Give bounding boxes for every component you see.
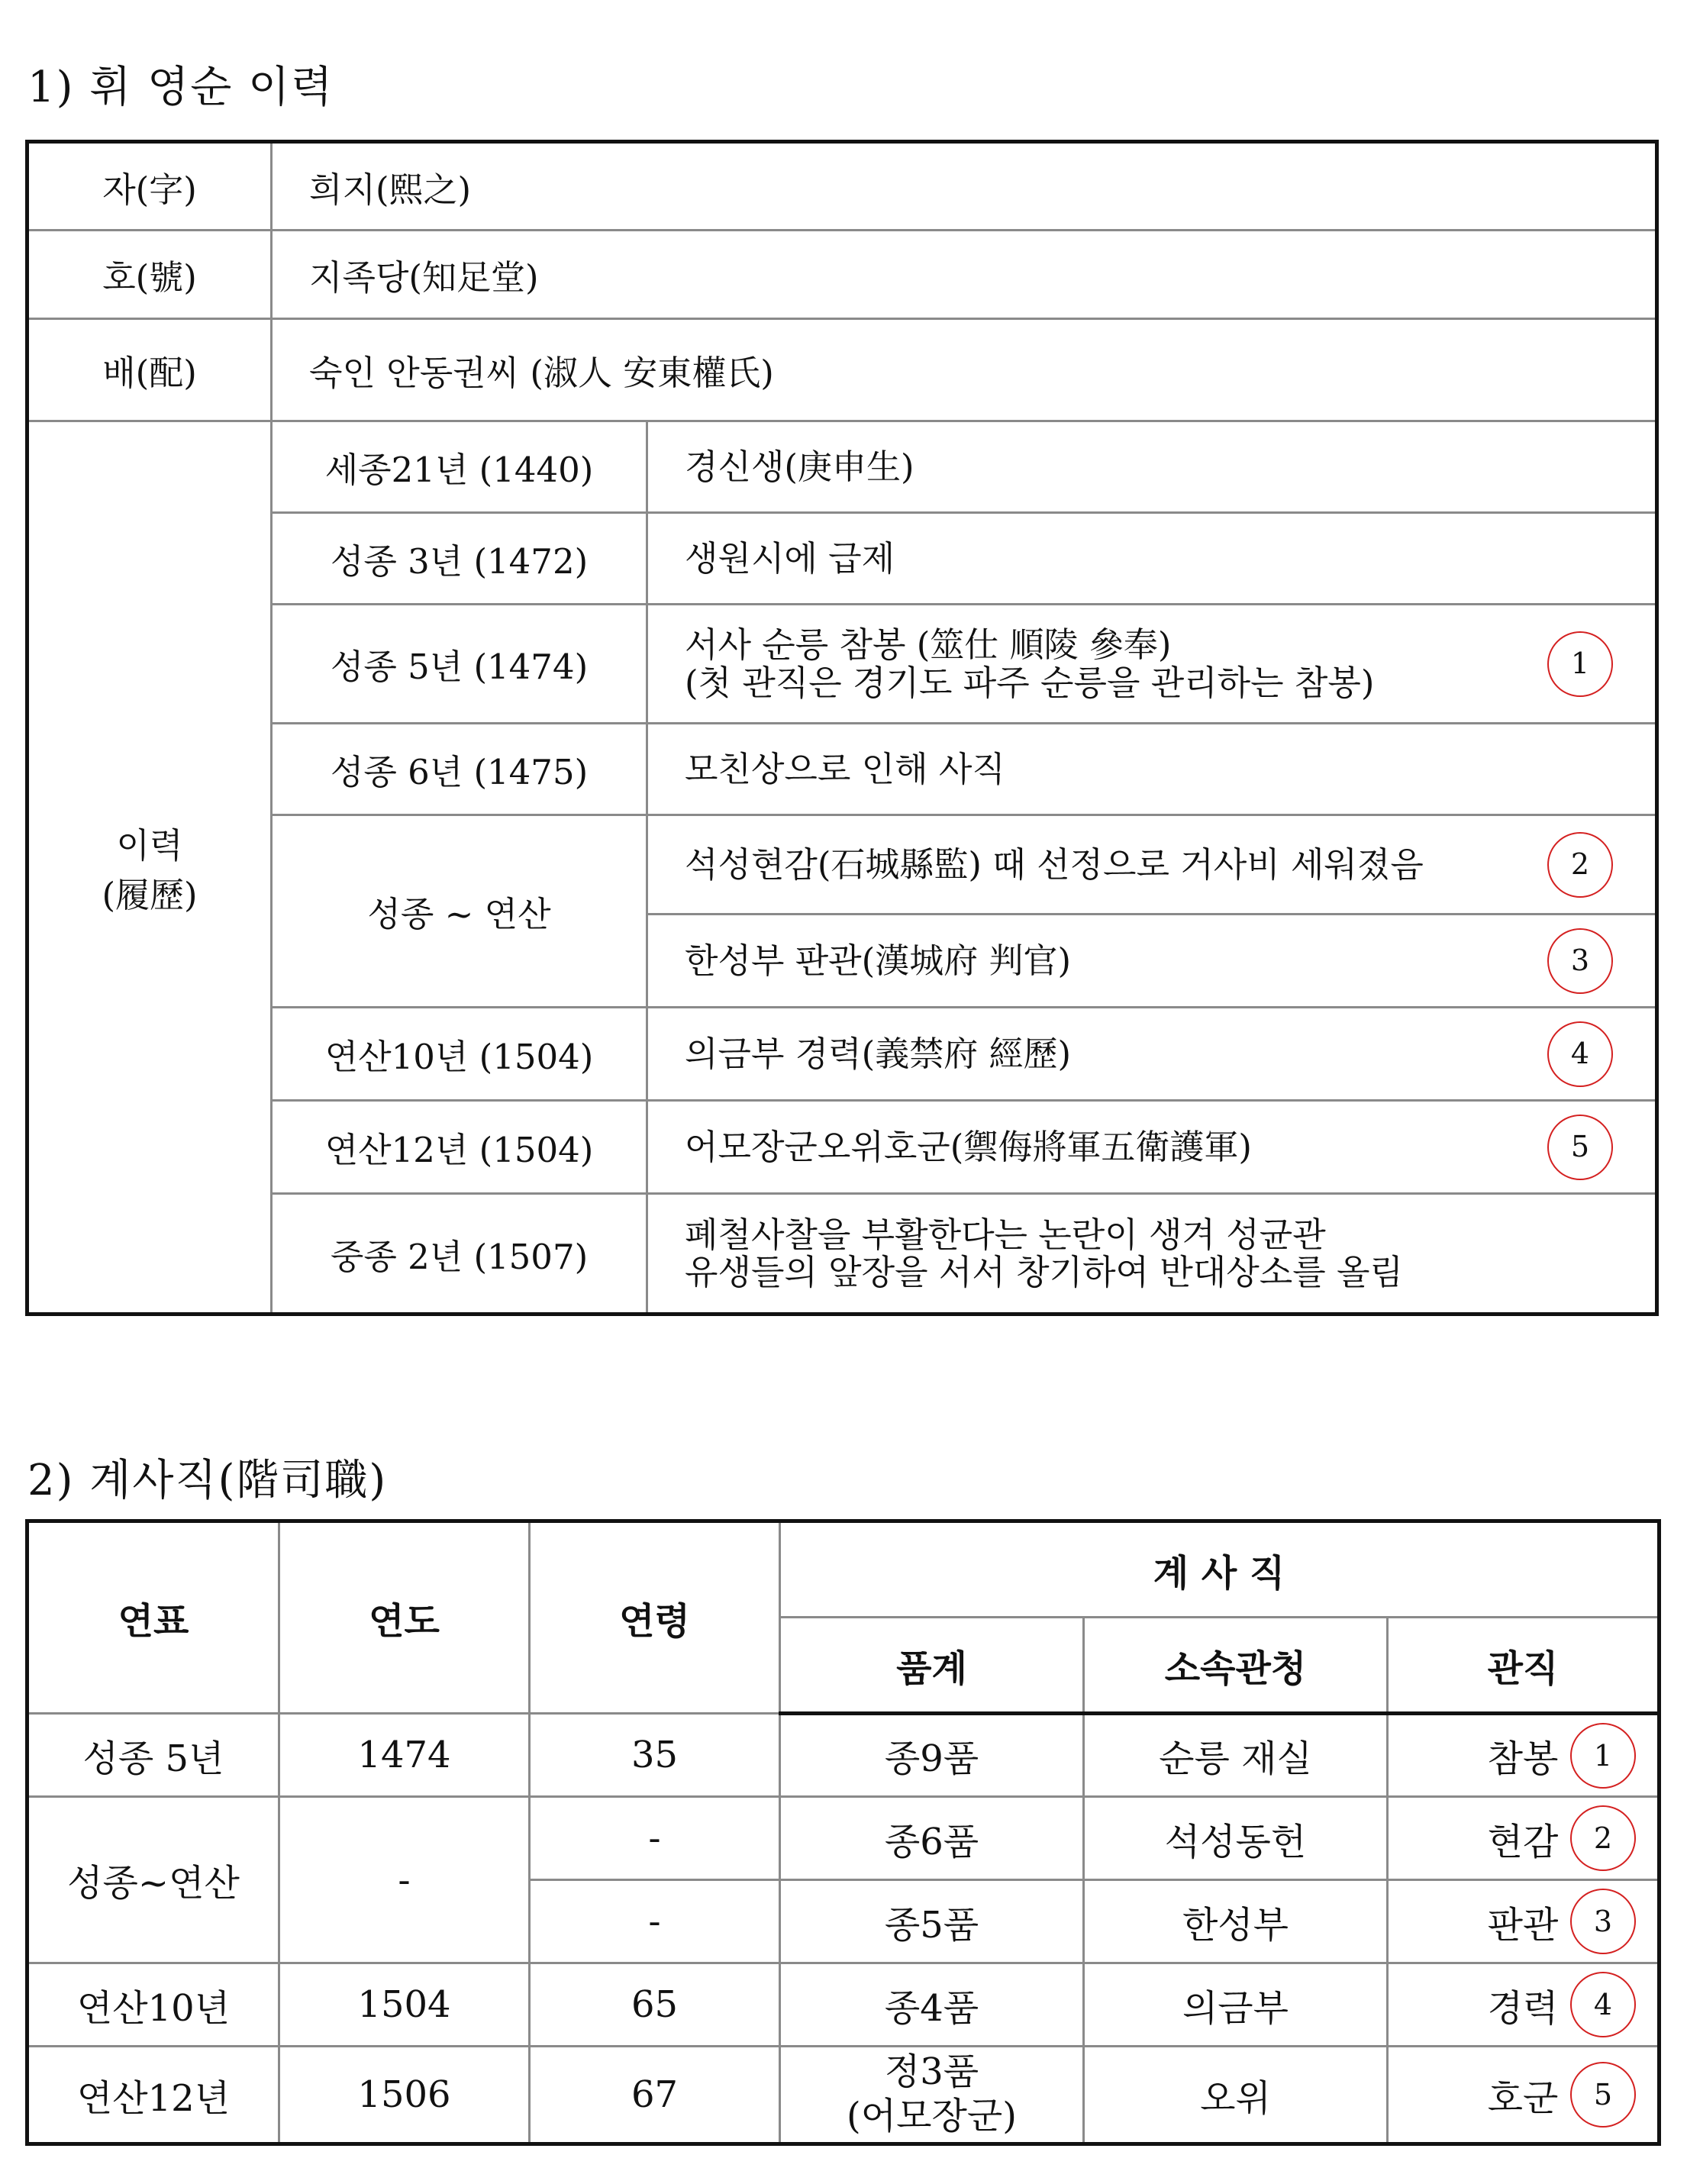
career-row: [27, 513, 1657, 605]
table-row: [27, 142, 1657, 231]
position-cell: [1388, 1880, 1660, 1963]
courtesy-name-value: 희지(熙之): [272, 142, 1657, 231]
position-text: 호군: [1487, 2076, 1559, 2120]
career-period: 성종 3년 (1472): [272, 513, 647, 605]
header-position: 관직: [1388, 1618, 1660, 1714]
office-cell: 한성부: [1084, 1880, 1388, 1963]
career-line: 경신생(庚申生): [685, 446, 914, 487]
grade-note: (어모장군): [847, 2095, 1017, 2137]
reference-marker: 1: [1570, 1723, 1636, 1789]
career-period: 연산10년 (1504): [272, 1008, 647, 1101]
career-description: [647, 1101, 1657, 1194]
career-row: [27, 605, 1657, 724]
era-cell: 성종~연산: [27, 1797, 279, 1963]
career-period: 성종 6년 (1475): [272, 724, 647, 815]
career-line: 서사 순릉 참봉 (筮仕 順陵 參奉): [685, 624, 1172, 665]
career-description: [647, 815, 1657, 915]
section-1-heading: 1) 휘 영순 이력: [27, 63, 334, 112]
position-cell: [1388, 1714, 1660, 1797]
career-label-line: (履歷): [102, 875, 198, 915]
career-row: [27, 724, 1657, 815]
position-text: 경력: [1487, 1986, 1559, 2030]
grade-cell: 종6품: [780, 1797, 1084, 1880]
age-cell: 67: [530, 2047, 780, 2144]
spouse-value: 숙인 안동권씨 (淑人 安東權氏): [272, 319, 1657, 421]
year-cell: 1506: [279, 2047, 530, 2144]
career-description: [647, 915, 1657, 1008]
career-line: 의금부 경력(義禁府 經歷): [685, 1033, 1072, 1074]
reference-marker: 2: [1547, 832, 1613, 898]
reference-marker: 5: [1547, 1115, 1613, 1180]
header-grade: 품계: [780, 1618, 1084, 1714]
pen-name-label: 호(號): [27, 231, 272, 319]
career-period: 성종 ~ 연산: [272, 815, 647, 1008]
career-period: 연산12년 (1504): [272, 1101, 647, 1194]
reference-marker: 4: [1547, 1021, 1613, 1087]
age-cell: -: [530, 1797, 780, 1880]
grade-text: 정3품: [884, 2050, 979, 2094]
table-row: [27, 1714, 1660, 1797]
header-rank-office-group: 계 사 직: [780, 1521, 1660, 1618]
career-period: 세종21년 (1440): [272, 421, 647, 513]
table-row: [27, 2047, 1660, 2144]
office-cell: 오위: [1084, 2047, 1388, 2144]
age-cell: 65: [530, 1963, 780, 2047]
position-text: 참봉: [1487, 1737, 1559, 1780]
table-row: [27, 231, 1657, 319]
table-row: [27, 1797, 1660, 1880]
career-row: [27, 815, 1657, 915]
header-era: 연표: [27, 1521, 279, 1714]
grade-cell: 종4품: [780, 1963, 1084, 2047]
career-row: [27, 421, 1657, 513]
career-description: [647, 1008, 1657, 1101]
office-cell: 순릉 재실: [1084, 1714, 1388, 1797]
career-description: [647, 1194, 1657, 1315]
career-label-line: 이력: [116, 825, 183, 866]
reference-marker: 5: [1570, 2062, 1636, 2128]
position-text: 현감: [1487, 1820, 1559, 1863]
position-cell: [1388, 2047, 1660, 2144]
career-table: [25, 140, 1659, 1316]
header-year: 연도: [279, 1521, 530, 1714]
career-line: 석성현감(石城縣監) 때 선정으로 거사비 세워졌음: [685, 844, 1424, 885]
age-cell: 35: [530, 1714, 780, 1797]
career-line: 폐철사찰을 부활한다는 논란이 생겨 성균관: [685, 1214, 1326, 1255]
reference-marker: 2: [1570, 1805, 1636, 1871]
career-line: 어모장군오위호군(禦侮將軍五衛護軍): [685, 1126, 1252, 1167]
pen-name-value: 지족당(知足堂): [272, 231, 1657, 319]
position-text: 판관: [1487, 1903, 1559, 1947]
career-line: 유생들의 앞장을 서서 창기하여 반대상소를 올림: [685, 1252, 1403, 1292]
position-cell: [1388, 1963, 1660, 2047]
career-description: [647, 724, 1657, 815]
career-line: 한성부 판관(漢城府 判官): [685, 940, 1072, 981]
career-line: 모친상으로 인해 사직: [685, 748, 1005, 789]
career-line: (첫 관직은 경기도 파주 순릉을 관리하는 참봉): [685, 662, 1375, 703]
reference-marker: 3: [1547, 928, 1613, 994]
year-cell: 1504: [279, 1963, 530, 2047]
era-cell: 연산12년: [27, 2047, 279, 2144]
reference-marker: 3: [1570, 1889, 1636, 1954]
spouse-label: 배(配): [27, 319, 272, 421]
courtesy-name-label: 자(字): [27, 142, 272, 231]
career-description: [647, 605, 1657, 724]
grade-cell: 종9품: [780, 1714, 1084, 1797]
career-period: 성종 5년 (1474): [272, 605, 647, 724]
office-cell: 석성동헌: [1084, 1797, 1388, 1880]
era-cell: 성종 5년: [27, 1714, 279, 1797]
grade-cell: [780, 2047, 1084, 2144]
career-description: [647, 513, 1657, 605]
year-cell: 1474: [279, 1714, 530, 1797]
age-cell: -: [530, 1880, 780, 1963]
era-cell: 연산10년: [27, 1963, 279, 2047]
table-row: [27, 319, 1657, 421]
position-cell: [1388, 1797, 1660, 1880]
reference-marker: 4: [1570, 1972, 1636, 2037]
header-age: 연령: [530, 1521, 780, 1714]
table-row: [27, 1963, 1660, 2047]
reference-marker: 1: [1547, 631, 1613, 697]
grade-cell: 종5품: [780, 1880, 1084, 1963]
career-description: [647, 421, 1657, 513]
career-period: 중종 2년 (1507): [272, 1194, 647, 1315]
career-line: 생원시에 급제: [685, 537, 895, 579]
office-cell: 의금부: [1084, 1963, 1388, 2047]
career-label: [27, 421, 272, 1315]
career-row: [27, 1101, 1657, 1194]
career-row: [27, 1194, 1657, 1315]
year-cell: -: [279, 1797, 530, 1963]
section-2-heading: 2) 계사직(階司職): [27, 1456, 388, 1505]
career-row: [27, 1008, 1657, 1101]
rank-office-table: [25, 1519, 1661, 2146]
header-office: 소속관청: [1084, 1618, 1388, 1714]
